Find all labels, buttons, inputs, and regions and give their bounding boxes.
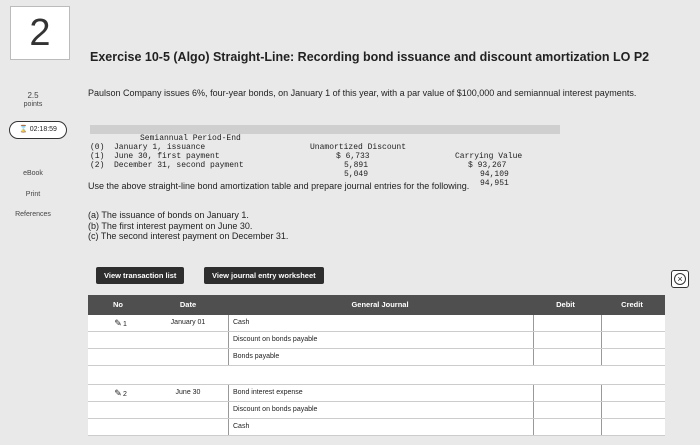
journal-header-debit: Debit bbox=[556, 300, 575, 309]
credit-cell[interactable] bbox=[602, 332, 662, 348]
view-transaction-list-button[interactable]: View transaction list bbox=[96, 267, 184, 284]
journal-header-credit: Credit bbox=[621, 300, 643, 309]
close-icon[interactable]: × bbox=[671, 270, 689, 288]
problem-intro: Paulson Company issues 6%, four-year bonds, on January 1 of this year, with a par value of $100,000 and semiannual interest payments. bbox=[88, 88, 637, 98]
references-link[interactable]: References bbox=[15, 211, 51, 218]
print-link[interactable]: Print bbox=[25, 191, 41, 198]
table-header-carrying: Carrying Value bbox=[455, 152, 523, 161]
table-header-discount: Unamortized Discount bbox=[310, 143, 407, 152]
part-b: (b) The first interest payment on June 30. bbox=[88, 220, 253, 231]
credit-cell[interactable] bbox=[602, 349, 662, 365]
table-row[interactable] bbox=[88, 349, 665, 366]
edit-icon[interactable]: ✎ bbox=[114, 318, 122, 328]
table-row[interactable] bbox=[88, 315, 665, 332]
table-cell-period: (2) December 31, second payment bbox=[90, 161, 244, 170]
general-journal-table bbox=[88, 295, 665, 436]
table-row[interactable] bbox=[88, 332, 665, 349]
table-cell-discount: $ 6,733 bbox=[336, 152, 370, 161]
journal-header-date: Date bbox=[179, 300, 197, 309]
table-row[interactable] bbox=[88, 419, 665, 436]
debit-cell[interactable] bbox=[534, 315, 602, 331]
table-row[interactable] bbox=[88, 385, 665, 402]
journal-header-general-journal: General Journal bbox=[351, 300, 409, 309]
ebook-link[interactable]: eBook bbox=[23, 170, 43, 177]
edit-icon[interactable]: ✎ bbox=[114, 388, 122, 398]
account-name: Discount on bonds payable bbox=[228, 402, 534, 418]
points-label: points bbox=[23, 101, 43, 108]
credit-cell[interactable] bbox=[602, 419, 662, 435]
table-cell-discount: 5,891 bbox=[344, 161, 369, 170]
account-name: Cash bbox=[228, 315, 534, 331]
table-cell-period: (0) January 1, issuance bbox=[90, 143, 206, 152]
table-cell-discount: 5,049 bbox=[344, 170, 369, 179]
entry-number: 2 bbox=[123, 391, 127, 398]
table-cell-carrying: 94,951 bbox=[480, 179, 509, 188]
credit-cell[interactable] bbox=[602, 385, 662, 401]
part-c: (c) The second interest payment on December 31. bbox=[88, 231, 289, 241]
debit-cell[interactable] bbox=[534, 385, 602, 401]
journal-header-no: No bbox=[113, 300, 123, 309]
account-name: Discount on bonds payable bbox=[228, 332, 534, 348]
table-cell-period: (1) June 30, first payment bbox=[90, 152, 220, 161]
credit-cell[interactable] bbox=[602, 315, 662, 331]
entry-date: January 01 bbox=[170, 319, 206, 326]
view-journal-worksheet-button[interactable]: View journal entry worksheet bbox=[204, 267, 324, 284]
part-a: (a) The issuance of bonds on January 1. bbox=[88, 210, 249, 220]
instruction-text: Use the above straight-line bond amortization table and prepare journal entries for the following. bbox=[88, 181, 470, 191]
entry-date: June 30 bbox=[175, 389, 201, 396]
account-name: Cash bbox=[228, 419, 534, 435]
exercise-title: Exercise 10-5 (Algo) Straight-Line: Recording bond issuance and discount amortization LO P2 bbox=[90, 50, 650, 64]
account-name: Bond interest expense bbox=[228, 385, 534, 401]
table-cell-carrying: $ 93,267 bbox=[468, 161, 507, 170]
timer-value: 02:18:59 bbox=[29, 126, 57, 133]
debit-cell[interactable] bbox=[534, 332, 602, 348]
question-number: 2 bbox=[10, 6, 70, 60]
timer bbox=[9, 121, 67, 139]
credit-cell[interactable] bbox=[602, 402, 662, 418]
account-name: Bonds payable bbox=[228, 349, 534, 365]
table-row[interactable] bbox=[88, 402, 665, 419]
debit-cell[interactable] bbox=[534, 349, 602, 365]
debit-cell[interactable] bbox=[534, 419, 602, 435]
question-parts bbox=[88, 210, 288, 242]
entry-number: 1 bbox=[123, 321, 127, 328]
table-cell-carrying: 94,109 bbox=[480, 170, 509, 179]
hourglass-icon: ⌛ bbox=[19, 126, 28, 133]
score-value: 2.5 bbox=[27, 91, 39, 100]
table-header-period: Semiannual Period-End bbox=[140, 134, 241, 143]
debit-cell[interactable] bbox=[534, 402, 602, 418]
